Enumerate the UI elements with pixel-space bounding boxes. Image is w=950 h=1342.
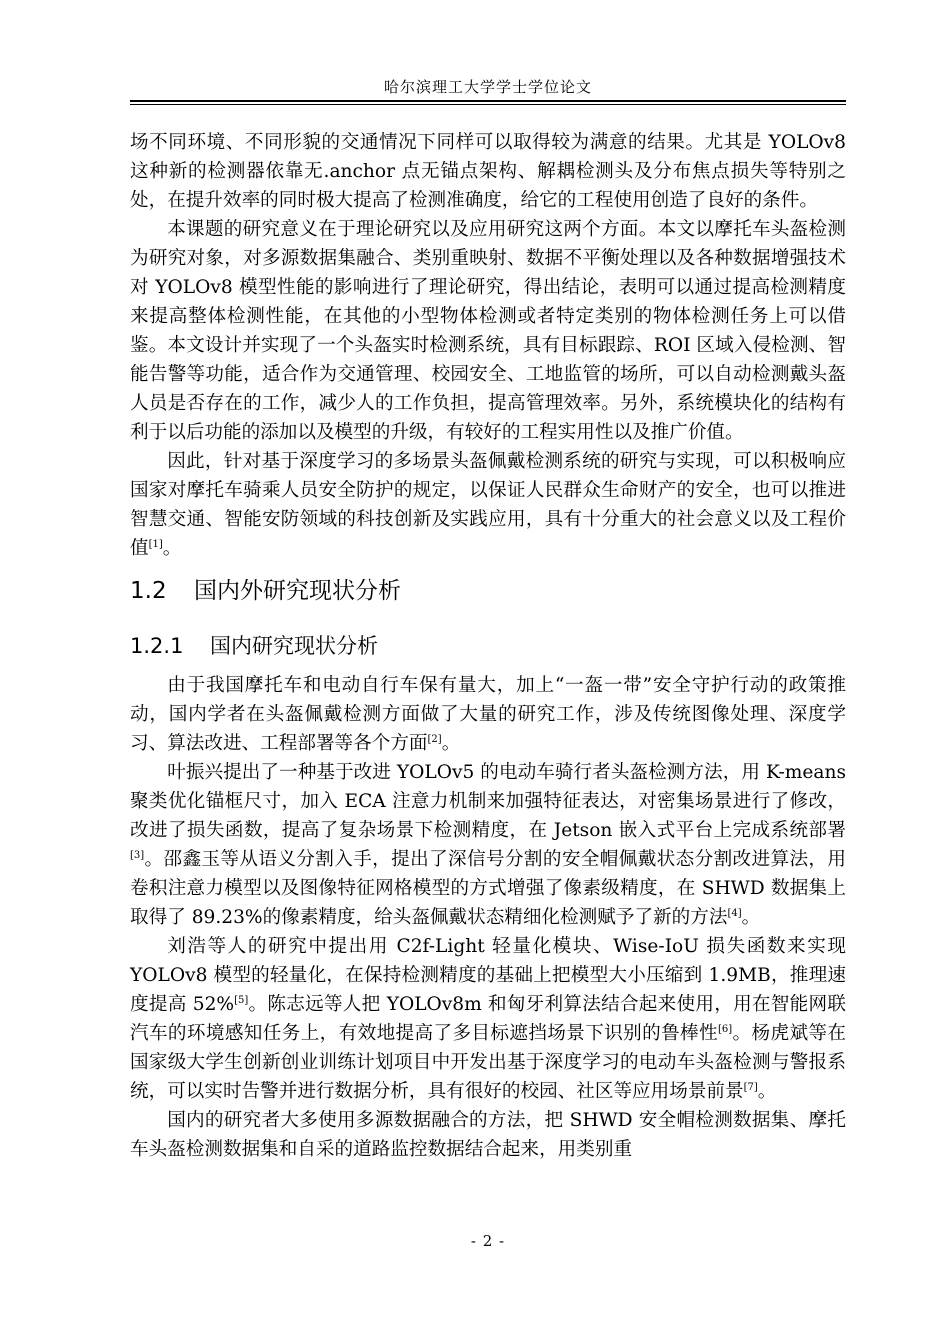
citation: [1]	[148, 538, 163, 550]
citation: [2]	[427, 733, 442, 745]
paragraph-3-end: 。	[162, 538, 182, 559]
paragraph-6-text-c: 。杨虎斌等在国家级大学生创新创业训练计划项目中开发出基于深度学习的电动车头盔检测与警报系统，可以实时告警并进行数据分析，具有很好的校园、社区等应用场景前景	[130, 1023, 846, 1102]
paragraph-7: 国内的研究者大多使用多源数据融合的方法，把 SHWD 安全帽检测数据集、摩托车头盔检测数据集和自采的道路监控数据结合起来，用类别重	[130, 1110, 846, 1160]
section-title: 国内外研究现状分析	[194, 578, 401, 604]
paragraph-6-text-b: 。陈志远等人把 YOLOv8m 和匈牙利算法结合起来使用，用在智能网联汽车的环境感知任务上，有效地提高了多目标遮挡场景下识别的鲁棒性	[130, 994, 846, 1044]
subsection-heading	[130, 631, 846, 671]
body-text	[130, 128, 846, 1164]
paragraph-5-text-a: 叶振兴提出了一种基于改进 YOLOv5 的电动车骑行者头盔检测方法，用 K-means 聚类优化锚框尺寸，加入 ECA 注意力机制来加强特征表达，对密集场景进行了修改，改进了损失函数，提高了复杂场景下检测精度，在 Jetson 嵌入式平台上完成系统部署	[130, 762, 846, 841]
section-number: 1.2	[130, 578, 167, 604]
citation: [6]	[718, 1023, 733, 1035]
paragraph-3	[130, 447, 846, 563]
paragraph-6	[130, 932, 846, 1106]
subsection-title: 国内研究现状分析	[210, 634, 378, 658]
header-rule	[130, 100, 846, 105]
citation: [5]	[234, 994, 249, 1006]
paragraph-3-text: 因此，针对基于深度学习的多场景头盔佩戴检测系统的研究与实现，可以积极响应国家对摩托车骑乘人员安全防护的规定，以保证人民群众生命财产的安全，也可以推进智慧交通、智能安防领域的科技创新及实践应用，具有十分重大的社会意义以及工程价值	[130, 451, 846, 559]
citation: [4]	[727, 907, 742, 919]
citation: [3]	[130, 849, 145, 861]
paragraph-1: 场不同环境、不同形貌的交通情况下同样可以取得较为满意的结果。尤其是 YOLOv8 这种新的检测器依靠无.anchor 点无锚点架构、解耦检测头及分布焦点损失等特别之处，在提升效率的同时极大提高了检测准确度，给它的工程使用创造了良好的条件。	[130, 132, 846, 211]
subsection-number: 1.2.1	[130, 634, 184, 658]
section-heading	[130, 575, 846, 623]
paragraph-2: 本课题的研究意义在于理论研究以及应用研究这两个方面。本文以摩托车头盔检测为研究对象，对多源数据集融合、类别重映射、数据不平衡处理以及各种数据增强技术对 YOLOv8 模型性能的影响进行了理论研究，得出结论，表明可以通过提高检测精度来提高整体检测性能，在其他的小型物体检测或者特定类别的物体检测任务上可以借鉴。本文设计并实现了一个头盔实时检测系统，具有目标跟踪、ROI 区域入侵检测、智能告警等功能，适合作为交通管理、校园安全、工地监管的场所，可以自动检测戴头盔人员是否存在的工作，减少人的工作负担，提高管理效率。另外，系统模块化的结构有利于以后功能的添加以及模型的升级，有较好的工程实用性以及推广价值。	[130, 219, 846, 443]
paragraph-5-text-b: 。邵鑫玉等从语义分割入手，提出了深信号分割的安全帽佩戴状态分割改进算法，用卷积注意力模型以及图像特征网格模型的方式增强了像素级精度，在 SHWD 数据集上取得了 89.23%的像素精度，给头盔佩戴状态精细化检测赋予了新的方法	[130, 849, 846, 928]
citation: [7]	[743, 1081, 758, 1093]
paragraph-5-end: 。	[741, 907, 761, 928]
paragraph-4	[130, 671, 846, 758]
page-number: - 2 -	[470, 1232, 506, 1250]
running-header: 哈尔滨理工大学学士学位论文	[383, 78, 592, 96]
paragraph-5	[130, 758, 846, 932]
paragraph-6-text-a: 刘浩等人的研究中提出用 C2f-Light 轻量化模块、Wise-IoU 损失函数来实现 YOLOv8 模型的轻量化，在保持检测精度的基础上把模型大小压缩到 1.9MB，推理速度提高 52%	[130, 936, 846, 1015]
paragraph-6-end: 。	[757, 1081, 777, 1102]
paragraph-4-end: 。	[441, 733, 461, 754]
paragraph-4-text: 由于我国摩托车和电动自行车保有量大，加上“一盔一带”安全守护行动的政策推动，国内学者在头盔佩戴检测方面做了大量的研究工作，涉及传统图像处理、深度学习、算法改进、工程部署等各个方面	[130, 675, 846, 754]
